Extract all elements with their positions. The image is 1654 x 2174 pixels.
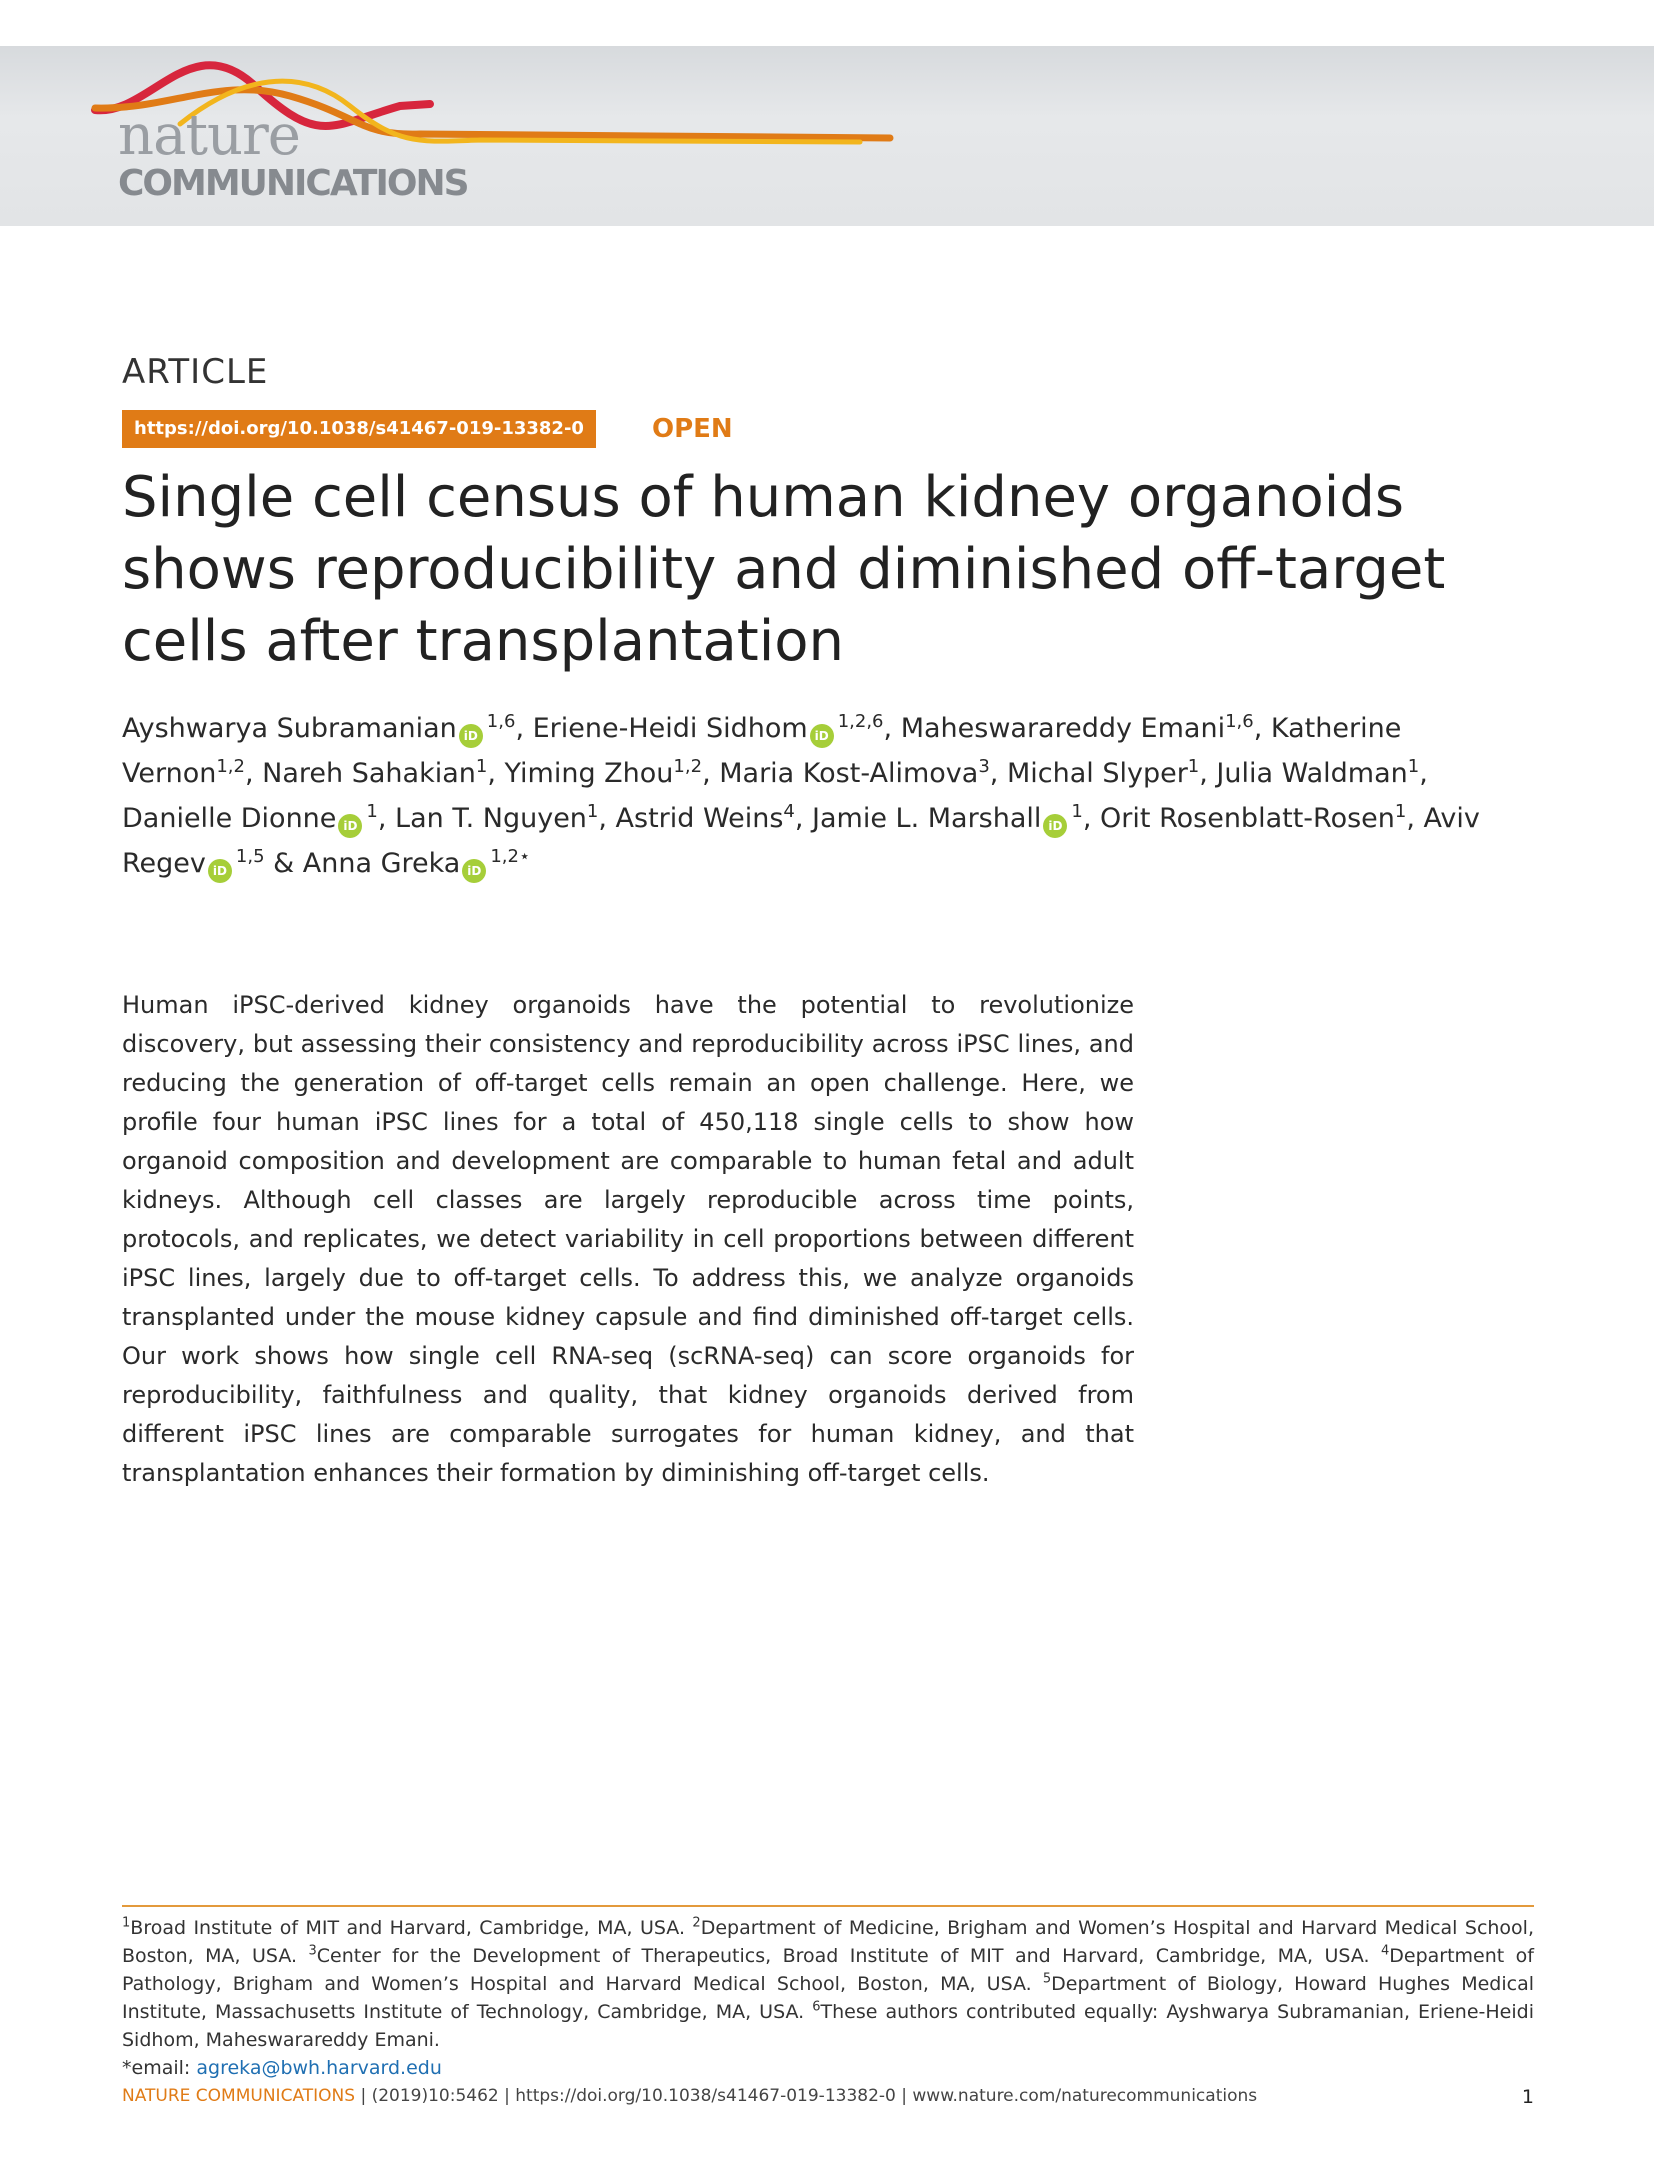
affiliation-number: 2 <box>692 1915 701 1931</box>
orcid-icon[interactable]: iD <box>208 859 232 883</box>
author-name[interactable]: Michal Slyper <box>1006 758 1188 789</box>
affiliation-number: 3 <box>308 1943 317 1959</box>
author-entry <box>1216 758 1419 789</box>
author-affiliation-marker: 1 <box>1071 801 1083 822</box>
logo-communications-text: COMMUNICATIONS <box>118 163 468 204</box>
author-name[interactable]: Nareh Sahakian <box>262 758 476 789</box>
author-entry <box>901 713 1254 744</box>
author-entry <box>1100 803 1406 834</box>
author-affiliation-marker: 1 <box>475 756 488 777</box>
author-entry <box>395 803 598 834</box>
author-entry <box>1007 758 1199 789</box>
affiliation-text: Department of Medicine, Brigham and Women’s Hospital and Harvard Medical School, Boston, MA, USA. <box>122 1917 1534 1967</box>
author-name[interactable]: Eriene-Heidi Sidhom <box>532 713 808 744</box>
author-name[interactable]: Aviv Regev <box>122 803 1480 879</box>
author-name[interactable]: Lan T. Nguyen <box>395 803 587 834</box>
author-name[interactable]: Jamie L. Marshall <box>812 803 1042 834</box>
author-name[interactable]: Katherine Vernon <box>122 713 1402 789</box>
author-entry <box>303 848 530 879</box>
author-entry <box>122 713 515 744</box>
affiliation-text: Broad Institute of MIT and Harvard, Cambridge, MA, USA. <box>130 1917 693 1939</box>
author-list: Ayshwarya Subramanian iD$^{1,6}$, Eriene-Heidi Sidhom iD$^{1,2,6}$, Maheswarareddy Emani$^{1,6}$, Katherine Vernon$^{1,2}$, Nareh Sahakian$^1$, Yiming Zhou$^{1,2}$, Maria Kost-Alimova$^3$, Michal Slyper$^1$, Julia Waldman$^1$, Danielle Dionne $iD^1$, Lan T. Nguyen$^1$, Astrid Weins$^4$, Jamie L. Marshall $iD^1$, Orit Rosenblatt-Rosen$^1$, Aviv Regev iD$^{1,5}$ & Anna Greka $iD^{1,2⋆}$ <box>122 706 1522 886</box>
author-name[interactable]: Anna Greka <box>302 848 461 879</box>
author-name[interactable]: Ayshwarya Subramanian <box>122 713 457 744</box>
author-affiliation-marker: 1,2 <box>216 756 245 777</box>
orcid-icon[interactable]: iD <box>459 724 483 748</box>
author-affiliation-marker: 1 <box>1407 756 1420 777</box>
orcid-icon[interactable]: iD <box>810 724 834 748</box>
affiliations-footnote <box>122 1914 1534 2082</box>
author-entry <box>616 803 795 834</box>
author-affiliation-marker: 3 <box>978 756 990 777</box>
author-affiliation-marker: 1,2,6 <box>837 711 884 732</box>
author-affiliation-marker: 1,2⋆ <box>490 846 531 867</box>
author-entry <box>533 713 884 744</box>
author-affiliation-marker: 1 <box>1394 801 1407 822</box>
article-title: Single cell census of human kidney organoids shows reproducibility and diminished off-target cells after transplantation <box>122 465 1446 674</box>
email-label: *email: <box>122 2057 191 2079</box>
author-name[interactable]: Julia Waldman <box>1216 758 1408 789</box>
orcid-icon[interactable]: iD <box>1043 814 1067 838</box>
orcid-icon[interactable]: iD <box>338 814 362 838</box>
doi-badge-link[interactable]: https://doi.org/10.1038/s41467-019-13382-0 <box>122 410 596 448</box>
affiliation-text: Department of Pathology, Brigham and Women’s Hospital and Harvard Medical School, Boston, MA, USA. <box>122 1945 1534 1995</box>
page-footer <box>122 2086 1534 2106</box>
affiliation-number: 4 <box>1380 1943 1390 1959</box>
affiliation-number: 6 <box>812 1999 821 2015</box>
author-affiliation-marker: 1,5 <box>235 846 265 867</box>
email-link[interactable]: agreka@bwh.harvard.edu <box>196 2057 442 2079</box>
author-name[interactable]: Orit Rosenblatt-Rosen <box>1100 803 1395 834</box>
abstract: Human iPSC-derived kidney organoids have the potential to revolutionize discovery, but assessing their consistency and reproducibility across iPSC lines, and reducing the generation of off-target cells remain an open challenge. Here, we profile four human iPSC lines for a total of 450,118 single cells to show how organoid composition and development are comparable to human fetal and adult kidneys. Although cell classes are largely reproducible across time points, protocols, and replicates, we detect variability in cell proportions between different iPSC lines, largely due to off-target cells. To address this, we analyze organoids transplanted under the mouse kidney capsule and find diminished off-target cells. Our work shows how single cell RNA-seq (scRNA-seq) can score organoids for reproducibility, faithfulness and quality, that kidney organoids derived from different iPSC lines are comparable surrogates for human kidney, and that transplantation enhances their formation by diminishing off-target cells. <box>122 991 1134 1487</box>
footer-citation: | (2019)10:5462 | https://doi.org/10.1038/s41467-019-13382-0 | www.nature.com/naturecommunications <box>360 2086 1258 2106</box>
author-affiliation-marker: 1,6 <box>486 711 516 732</box>
author-affiliation-marker: 1 <box>366 801 378 822</box>
author-entry <box>505 758 703 789</box>
orcid-icon[interactable]: iD <box>462 859 486 883</box>
author-name[interactable]: Maheswarareddy Emani <box>900 713 1226 744</box>
affiliation-text: These authors contributed equally: Ayshwarya Subramanian, Eriene-Heidi Sidhom, Maheswarareddy Emani. <box>122 2001 1534 2051</box>
author-entry <box>122 803 378 834</box>
page-number: 1 <box>1521 2086 1534 2108</box>
author-affiliation-marker: 1 <box>586 801 599 822</box>
author-name[interactable]: Astrid Weins <box>615 803 784 834</box>
footer-journal-name: NATURE COMMUNICATIONS <box>122 2086 356 2106</box>
author-affiliation-marker: 1,6 <box>1225 711 1254 732</box>
author-name[interactable]: Maria Kost-Alimova <box>719 758 979 789</box>
affiliation-number: 1 <box>122 1915 131 1931</box>
logo-nature-text: nature <box>118 103 300 168</box>
author-name[interactable]: Yiming Zhou <box>504 758 674 789</box>
author-name[interactable]: Danielle Dionne <box>122 803 337 834</box>
affiliation-text: Department of Biology, Howard Hughes Medical Institute, Massachusetts Institute of Technology, Cambridge, MA, USA. <box>122 1973 1534 2023</box>
footnote-divider <box>122 1905 1534 1907</box>
author-entry <box>262 758 487 789</box>
affiliation-number: 5 <box>1042 1971 1052 1987</box>
author-entry <box>719 758 990 789</box>
author-affiliation-marker: 1 <box>1187 756 1200 777</box>
author-affiliation-marker: 4 <box>783 801 795 822</box>
author-entry <box>812 803 1083 834</box>
article-type-label: ARTICLE <box>122 352 269 392</box>
affiliation-text: Center for the Development of Therapeutics, Broad Institute of MIT and Harvard, Cambridge, MA, USA. <box>316 1945 1381 1967</box>
author-affiliation-marker: 1,2 <box>673 756 703 777</box>
open-access-label: OPEN <box>652 414 733 444</box>
